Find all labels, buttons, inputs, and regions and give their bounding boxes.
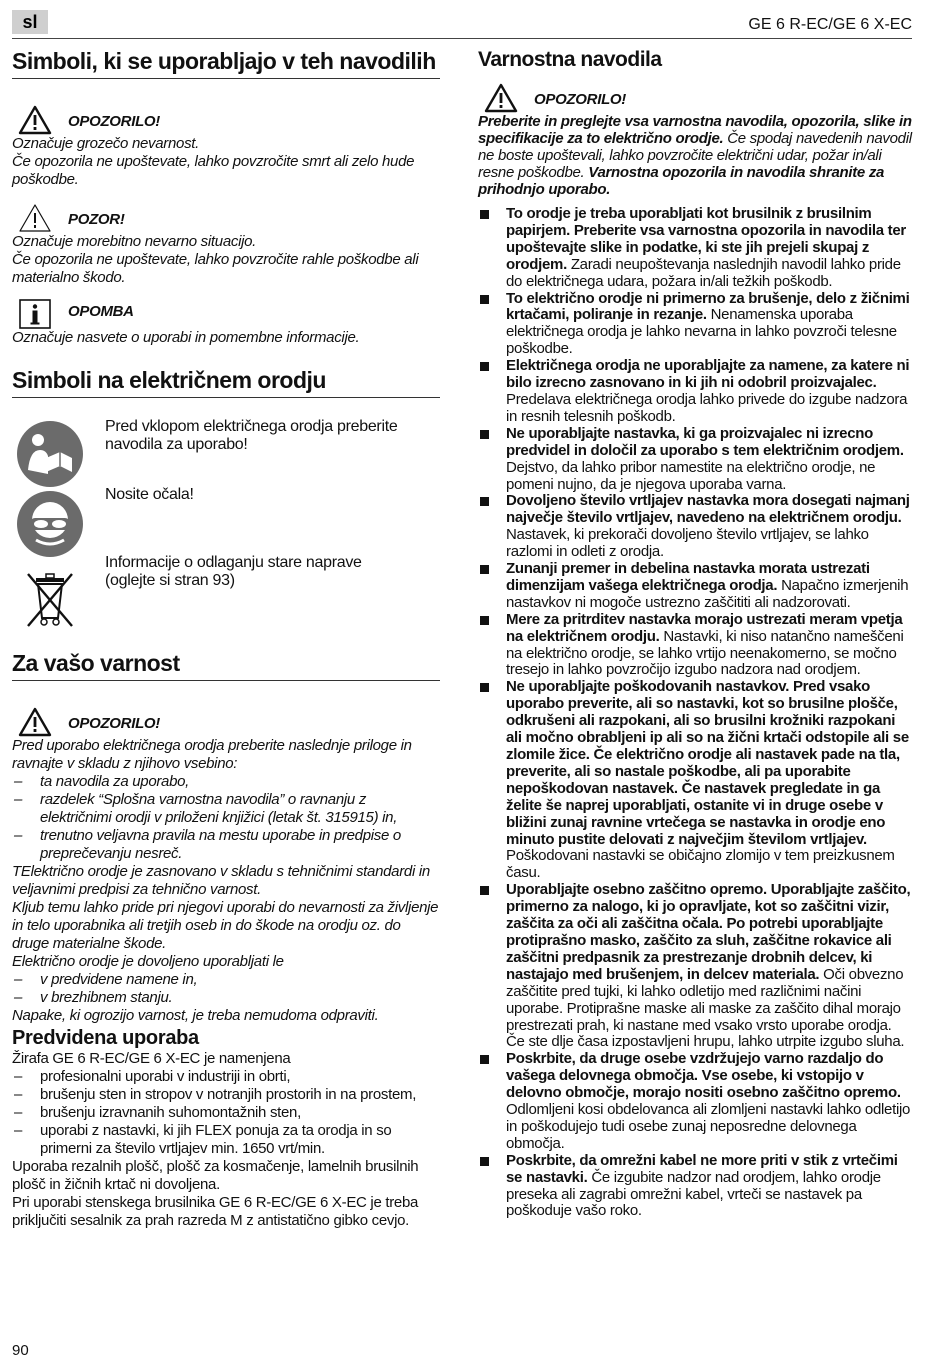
- list-item: – v brezhibnem stanju.: [12, 989, 440, 1007]
- read-manual-icon: [16, 420, 84, 488]
- list-item: – brušenju izravnanih suhomontažnih sten,: [12, 1104, 440, 1122]
- list-item: – uporabi z nastavki, ki jih FLEX ponuja za ta orodja in so primerni za število vrtljajev min. 1650 vrt/min.: [12, 1122, 440, 1158]
- warning-notice: [12, 105, 440, 135]
- bullet-bold: Poskrbite, da druge osebe vzdržujejo varno razdaljo do vašega delovnega območja. Vse osebe, ki vstopijo v delovno območje, morajo nositi osebno zaščitno opremo.: [506, 1050, 901, 1102]
- bullet-item: [478, 493, 912, 561]
- tool-symbols: [12, 418, 440, 628]
- bullet-normal: Dejstvo, da lahko pribor namestite na električno orodje, ne pomeni nujno, da je njegova uporaba varna.: [506, 458, 876, 493]
- right-warning-notice: [478, 83, 912, 113]
- bullet-normal: Zaradi neupoštevanja naslednjih navodil lahko pride do električnega udara, požara in/ali težkih poškodb.: [506, 255, 901, 290]
- bullet-normal: Predelava električnega orodja lahko privede do izgube nadzora in resnih telesnih poškodb.: [506, 390, 908, 425]
- warning-line-2: Če opozorila ne upoštevate, lahko povzročite smrt ali zelo hude poškodbe.: [12, 153, 415, 188]
- section-title-symbols-tool: Simboli na električnem orodju: [12, 367, 440, 398]
- bullet-item: [478, 561, 912, 612]
- intended-use-para-1: Uporaba rezalnih plošč, plošč za kosmačenje, lamelnih brusilnih plošč in žičnih krtač ni dovoljena.: [12, 1158, 419, 1193]
- bullet-bold: Mere za pritrditev nastavka morajo ustrezati meram vpetja na električnem orodju.: [506, 610, 903, 645]
- bullet-item: [478, 1051, 912, 1152]
- bullet-item: [478, 679, 912, 882]
- warning-triangle-icon: [18, 707, 52, 737]
- list-item: – profesionalni uporabi v industriji in obrti,: [12, 1068, 440, 1086]
- bullet-normal: Oči obvezno zaščitite pred tujki, ki lahko odletijo med različnimi načini uporabe. Protiprašne maske ali maske za zaščito dihal morajo prestrezati prah, ki nastane med vsako vrsto uporabe orodja. Če ste dlje časa izpostavljeni hrupu, lahko utrpite izgubo sluha.: [506, 965, 905, 1051]
- safety-docs-list: [12, 773, 440, 863]
- list-item: – trenutno veljavna pravila na mestu uporabe in predpise o preprečevanju nesreč.: [12, 827, 440, 863]
- section-title-safety: Za vašo varnost: [12, 650, 440, 681]
- bullet-bold: Zunanji premer in debelina nastavka morata ustrezati dimenzijam vašega električnega orodja.: [506, 560, 870, 594]
- safety-para-3: Električno orodje je dovoljeno uporabljati le: [12, 953, 284, 970]
- caution-notice: [12, 203, 440, 233]
- symbol-text-read-manual: Pred vklopom električnega orodja preberite navodila za uporabo!: [105, 418, 398, 453]
- goggles-icon: [16, 490, 84, 558]
- symbol-text-disposal: Informacije o odlaganju stare naprave (oglejte si stran 93): [105, 554, 362, 589]
- bullet-normal: Odlomljeni kosi obdelovanca ali zlomljeni nastavki lahko odletijo in poškodujejo tudi osebe zunaj neposredne delovnega območja.: [506, 1101, 911, 1152]
- bullet-item: [478, 206, 912, 291]
- bullet-normal: Nastavek, ki prekorači dovoljeno število vrtljajev, se lahko razlomi in odleti z orodja.: [506, 526, 869, 561]
- intended-use-intro: Žirafa GE 6 R-EC/GE 6 X-EC je namenjena: [12, 1050, 291, 1067]
- bullet-normal: Nenamenska uporaba električnega orodja je lahko nevarna in lahko povzroči telesne poškodbe.: [506, 306, 897, 358]
- safety-warning-label: OPOZORILO!: [68, 715, 160, 732]
- list-item: – brušenju sten in stropov v notranjih prostorih in na prostem,: [12, 1086, 440, 1104]
- caution-line-1: Označuje morebitno nevarno situacijo.: [12, 233, 257, 250]
- language-badge: sl: [12, 10, 48, 34]
- bullet-normal: Nastavki, ki niso natančno nameščeni na električno orodje, se lahko vrtijo neenakomerno, se močno tresejo in lahko povzročijo izgubo nadzora nad orodjem.: [506, 627, 904, 679]
- warning-triangle-icon: [18, 105, 52, 135]
- warning-line-1: Označuje grozečo nevarnost.: [12, 135, 200, 152]
- safety-para-4: Napake, ki ogrozijo varnost, je treba nemudoma odpraviti.: [12, 1007, 379, 1024]
- note-line-1: Označuje nasvete o uporabi in pomembne informacije.: [12, 329, 360, 346]
- bullet-bold: Električnega orodja ne uporabljajte za namene, za katere ni bilo izrecno zasnovano in ki jih ni odobril proizvajalec.: [506, 357, 910, 392]
- note-notice: [12, 299, 440, 329]
- page-number: 90: [12, 1342, 29, 1359]
- intended-use-list: [12, 1068, 440, 1158]
- right-warning-label: OPOZORILO!: [534, 91, 626, 108]
- section-title-intended-use: Predvidena uporaba: [12, 1027, 199, 1049]
- safety-para-1: TElektrično orodje je zasnovano v skladu s tehničnimi standardi in veljavnimi predpisi za tehnično varnost.: [12, 863, 430, 898]
- intended-use-para-2: Pri uporabi stenskega brusilnika GE 6 R-EC/GE 6 X-EC je treba priključiti sesalnik za prah razreda M z antistatično gibko cevjo.: [12, 1194, 419, 1229]
- bullet-normal: Če izgubite nadzor nad orodjem, lahko orodje preseka ali zagrabi omrežni kabel, vrteči se nastavek pa poškoduje vašo roko.: [506, 1168, 881, 1220]
- caution-line-2: Če opozorila ne upoštevate, lahko povzročite rahle poškodbe ali materialno škodo.: [12, 251, 419, 286]
- caution-label: POZOR!: [68, 211, 125, 228]
- bullet-bold: To orodje je treba uporabljati kot brusilnik z brusilnim papirjem. Preberite vsa varnostna opozorila in navodila ter upoštevajte slike in podatke, ki ste jih prejeli skupaj z orodjem.: [506, 205, 906, 273]
- bullet-item: [478, 358, 912, 426]
- section-title-safety-instructions: Varnostna navodila: [478, 48, 662, 71]
- list-item: – ta navodila za uporabo,: [12, 773, 440, 791]
- header-divider: [12, 38, 912, 39]
- bullet-item: [478, 426, 912, 494]
- bullet-bold: Poskrbite, da omrežni kabel ne more priti v stik z vrtečimi se nastavki.: [506, 1151, 898, 1186]
- info-icon: [19, 299, 51, 329]
- bullet-bold: Ne uporabljajte poškodovanih nastavkov. Pred vsako uporabo preverite, ali so nastavki, kot so brusilne plošče, odkrušeni ali razpokani, ali so brusilni krožniki razpokani ali močno obrabljeni ip ali so na žični krtači odstopile ali se zlomile žice. Če električno orodje ali nastavek pade na tla, preverite, ali so nastale poškodbe, ali pa uporabite nepoškodovan nastavek. Če nastavek pregledate in ga želite še naprej uporabljati, ostanite vi in druge osebe v bližini zunaj ravnine vrtečega se nastavka in orodje eno minuto pustite delovati z največjim številom vrtljajev.: [506, 678, 909, 848]
- right-intro-bold-2: Varnostna opozorila in navodila shranite za prihodnjo uporabo.: [478, 164, 885, 198]
- safety-para-2: Kljub temu lahko pride pri njegovi uporabi do nevarnosti za življenje in telo uporabnika ali tretjih oseb in do škode na orodju oz. do druge materialne škode.: [12, 899, 439, 952]
- bullet-normal: Napačno izmerjenih nastavkov ni mogoče ustrezno zaščititi ali nadzorovati.: [506, 576, 909, 611]
- bullet-bold: Ne uporabljajte nastavka, ki ga proizvajalec ni izrecno predvidel in določil za uporabo s tem električnim orodjem.: [506, 424, 904, 459]
- safety-warning-notice: [12, 707, 440, 737]
- bullet-item: [478, 291, 912, 359]
- symbol-text-goggles: Nosite očala!: [105, 486, 194, 503]
- left-column: [12, 48, 440, 1230]
- right-intro-normal: Če spodaj navedenih navodil ne boste upoštevali, lahko povzročite električni udar, požar in/ali resne poškodbe.: [478, 130, 912, 181]
- warning-label: OPOZORILO!: [68, 113, 160, 130]
- safety-conditions-list: [12, 971, 440, 1007]
- list-item: – v predvidene namene in,: [12, 971, 440, 989]
- bullet-item: [478, 1153, 912, 1221]
- caution-triangle-icon: [18, 203, 52, 233]
- note-label: OPOMBA: [68, 303, 134, 320]
- bullet-normal: Poškodovani nastavki se običajno zlomijo v tem preizkusnem času.: [506, 847, 895, 882]
- safety-bullets: [478, 206, 912, 1220]
- right-intro-bold: Preberite in preglejte vsa varnostna navodila, opozorila, slike in specifikacije za to električno orodje.: [478, 113, 912, 147]
- right-intro: [478, 113, 912, 198]
- crossed-bin-icon: [20, 568, 80, 630]
- model-name: GE 6 R-EC/GE 6 X-EC: [748, 16, 912, 33]
- safety-intro: Pred uporabo električnega orodja preberite naslednje priloge in ravnajte v skladu z njihovo vsebino:: [12, 737, 412, 772]
- warning-triangle-icon: [484, 83, 518, 113]
- section-title-symbols-manual: Simboli, ki se uporabljajo v teh navodilih: [12, 48, 440, 79]
- bullet-bold: Dovoljeno število vrtljajev nastavka mora dosegati najmanj največje število vrtljajev, navedeno na električnem orodju.: [506, 492, 910, 527]
- bullet-item: [478, 612, 912, 680]
- list-item: – razdelek “Splošna varnostna navodila” o ravnanju z električnimi orodji v priloženi knjižici (letak št. 315915) in,: [12, 791, 440, 827]
- bullet-bold: Uporabljajte osebno zaščitno opremo. Uporabljajte zaščito, primerno za nalogo, ki jo opravljate, kot so zaščitni vizir, zaščita za oči ali zaščitna očala. Po potrebi uporabljajte protiprašno masko, zaščito za sluh, zaščitne rokavice ali zaščitni predpasnik za prestrezanje drobnih delcev, ki nastajajo med brušenjem, in delcev materiala.: [506, 881, 911, 983]
- bullet-item: [478, 882, 912, 1051]
- bullet-bold: To električno orodje ni primerno za brušenje, delo z žičnimi krtačami, poliranje in rezanje.: [506, 289, 910, 324]
- right-column: [478, 48, 912, 1220]
